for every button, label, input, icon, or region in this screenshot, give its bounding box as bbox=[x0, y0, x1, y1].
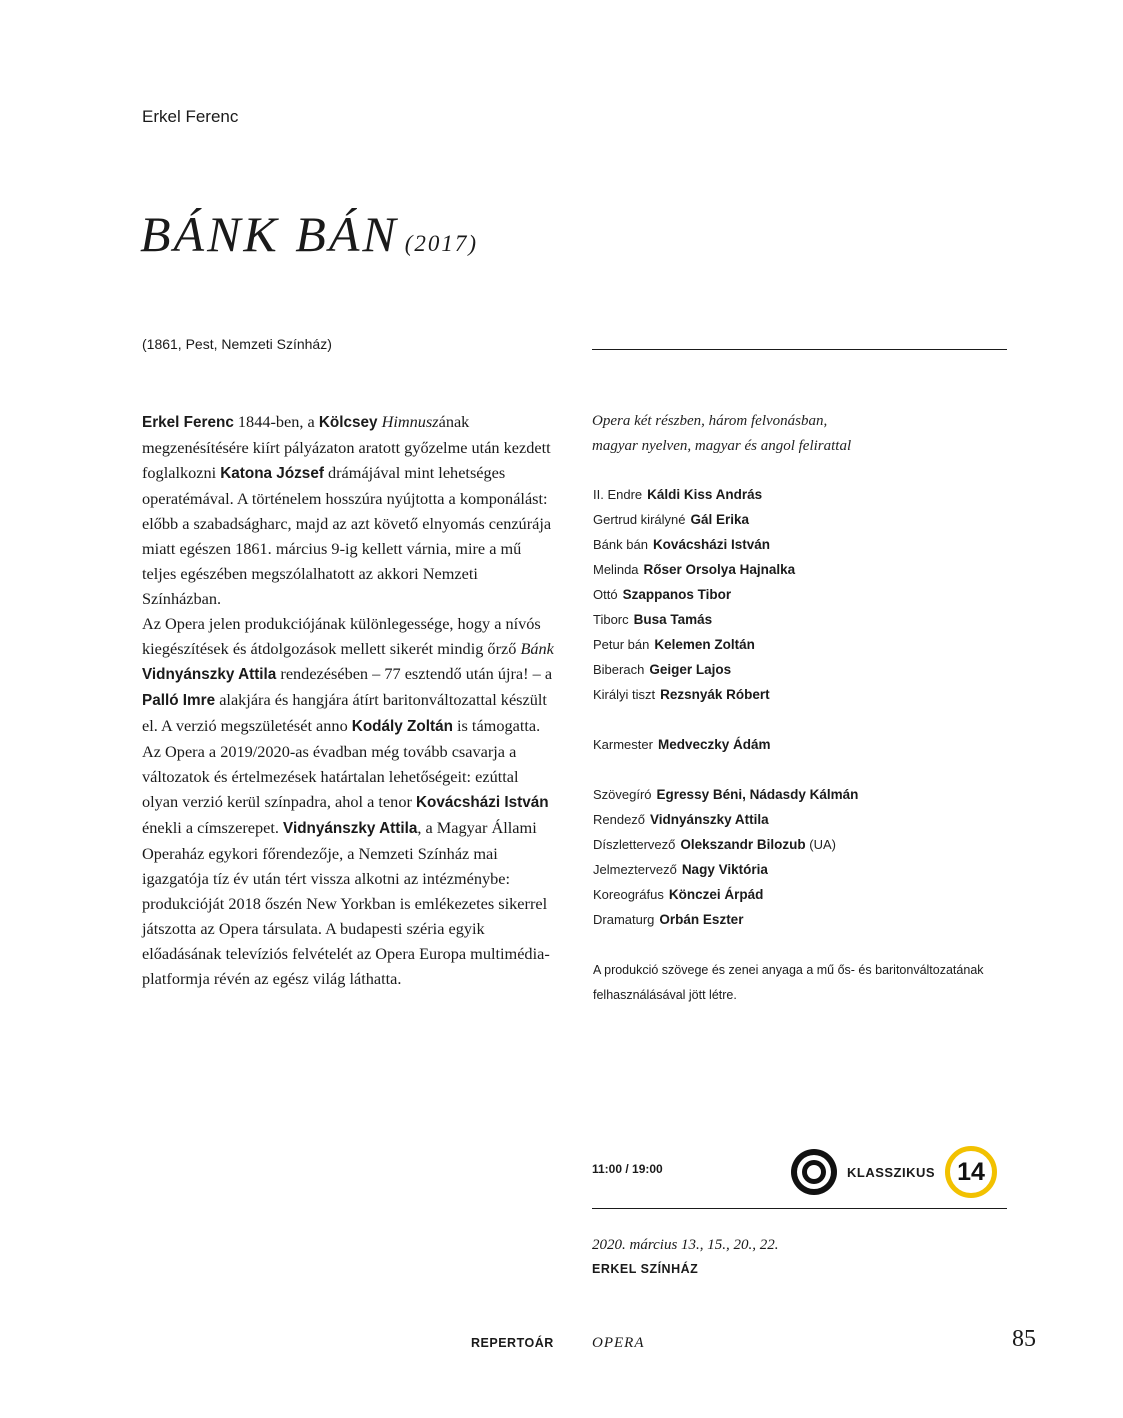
cast-row bbox=[593, 632, 795, 657]
team-row bbox=[593, 907, 858, 932]
cast-row bbox=[593, 507, 795, 532]
italic-title: Bánk bbox=[520, 639, 554, 658]
channel-logo bbox=[791, 1146, 997, 1198]
bold-name: Erkel Ferenc bbox=[142, 414, 234, 431]
creator-name: Egressy Béni, Nádasdy Kálmán bbox=[656, 787, 859, 802]
team-row bbox=[593, 782, 858, 807]
performer-name: Busa Tamás bbox=[633, 612, 713, 627]
role-label: Dramaturg bbox=[593, 912, 655, 927]
title-year: (2017) bbox=[404, 231, 479, 256]
bold-name: Kodály Zoltán bbox=[351, 718, 453, 735]
performer-name: Kovácsházi István bbox=[652, 537, 770, 552]
role-label: Rendező bbox=[593, 812, 646, 827]
role-label: Királyi tiszt bbox=[593, 687, 656, 702]
bold-name: Kölcsey bbox=[318, 414, 378, 431]
note-line-2: felhasználásával jött létre. bbox=[593, 988, 737, 1002]
divider-top bbox=[592, 349, 1007, 350]
cast-row bbox=[593, 532, 795, 557]
production-subtitle bbox=[592, 409, 851, 459]
creator-name: Orbán Eszter bbox=[659, 912, 744, 927]
creator-name: Könczei Árpád bbox=[668, 887, 764, 902]
page-number: 85 bbox=[1012, 1326, 1036, 1352]
footer-genre: OPERA bbox=[592, 1335, 645, 1351]
text-run: , a Magyar Állami Operaház egykori főrendezője, a Nemzeti Színház mai igazgatója tíz év után tért vissza alkotni az intézménybe: produkcióját 2018 őszén New Yorkban is emlékezetes sikerrel játszotta az Opera társulata. A budapesti széria egyik előadásának televíziós felvételét az Opera Europa multimédia-platformja révén az egész világ láthatta. bbox=[142, 818, 550, 988]
composer-name: Erkel Ferenc bbox=[142, 107, 239, 126]
role-label: Bánk bán bbox=[593, 537, 648, 552]
footer-section: REPERTOÁR bbox=[471, 1336, 554, 1350]
conductor-row bbox=[593, 732, 771, 757]
country-suffix: (UA) bbox=[805, 837, 836, 852]
role-label: Jelmeztervező bbox=[593, 862, 677, 877]
role-label: Gertrud királyné bbox=[593, 512, 686, 527]
bold-name: Katona József bbox=[220, 465, 324, 482]
broadcast-times: 11:00 / 19:00 bbox=[592, 1162, 663, 1176]
text-run: alakjára és hangjára átírt baritonváltozattal készült el. A verzió megszületését anno bbox=[142, 690, 547, 735]
role-label: Koreográfus bbox=[593, 887, 664, 902]
performer-name: Káldi Kiss András bbox=[647, 487, 763, 502]
text-run: drámájával mint lehetséges operatémával. A történelem hosszúra nyújtotta a komponálást: előbb a szabadságharc, majd az azt követő elnyomás cenzúrája miatt egészen 1861. március 9-ig kellett várnia, mire a mű teljes egészében megszólalhatott az akkori Nemzeti Színházban. bbox=[142, 463, 552, 608]
cast-row bbox=[593, 482, 795, 507]
age-rating-badge: 14 bbox=[945, 1146, 997, 1198]
subtitle-line-2: magyar nyelven, magyar és angol felirattal bbox=[592, 438, 852, 454]
paragraph-3 bbox=[142, 739, 554, 991]
cast-row bbox=[593, 582, 795, 607]
performer-name: Kelemen Zoltán bbox=[654, 637, 755, 652]
bold-name: Palló Imre bbox=[142, 692, 216, 709]
performer-name: Rezsnyák Róbert bbox=[660, 687, 770, 702]
role-label: Biberach bbox=[593, 662, 645, 677]
team-row bbox=[593, 807, 858, 832]
bold-name: Vidnyánszky Attila bbox=[142, 666, 277, 683]
role-label: Petur bán bbox=[593, 637, 650, 652]
performer-name: Rőser Orsolya Hajnalka bbox=[643, 562, 796, 577]
role-label: Díszlettervező bbox=[593, 837, 676, 852]
bold-name: Kovácsházi István bbox=[415, 794, 549, 811]
text-run: 1844-ben, a bbox=[233, 412, 319, 431]
premiere-info: (1861, Pest, Nemzeti Színház) bbox=[142, 336, 332, 352]
cast-row bbox=[593, 682, 795, 707]
cast-row bbox=[593, 607, 795, 632]
role-label: Szövegíró bbox=[593, 787, 652, 802]
role-label: Ottó bbox=[593, 587, 618, 602]
venue-name: ERKEL SZÍNHÁZ bbox=[592, 1262, 699, 1276]
title-text: BÁNK BÁN bbox=[140, 206, 399, 262]
team-row bbox=[593, 882, 858, 907]
text-run: Az Opera jelen produkciójának különlegessége, hogy a nívós kiegészítések és átdolgozások mellett sikerét mindig őrző bbox=[142, 614, 541, 658]
creator-name: Olekszandr Bilozub bbox=[680, 837, 806, 852]
conductor-credit bbox=[593, 732, 771, 757]
text-run: rendezésében – 77 esztendő után újra! – a bbox=[276, 664, 553, 683]
role-label: Melinda bbox=[593, 562, 639, 577]
creator-name: Nagy Viktória bbox=[681, 862, 768, 877]
creative-team-list bbox=[593, 782, 858, 932]
paragraph-1 bbox=[142, 409, 554, 611]
divider-bottom bbox=[592, 1208, 1007, 1209]
subtitle-line-1: Opera két részben, három felvonásban, bbox=[592, 413, 828, 429]
note-line-1: A produkció szövege és zenei anyaga a mű ős- és baritonváltozatának bbox=[593, 963, 984, 977]
text-run: is támogatta. bbox=[452, 716, 541, 735]
cast-row bbox=[593, 557, 795, 582]
cast-list bbox=[593, 482, 795, 707]
performer-name: Szappanos Tibor bbox=[622, 587, 732, 602]
creator-name: Vidnyánszky Attila bbox=[650, 812, 769, 827]
cast-row bbox=[593, 657, 795, 682]
production-note bbox=[593, 958, 1013, 1008]
role-label: Tiborc bbox=[593, 612, 629, 627]
channel-name: KLASSZIKUS bbox=[847, 1164, 936, 1180]
paragraph-2 bbox=[142, 611, 554, 739]
italic-title: Himnusz bbox=[381, 412, 439, 431]
performer-name: Geiger Lajos bbox=[649, 662, 732, 677]
text-run: Az Opera a 2019/2020-as évadban még tovább csavarja a változatok és értelmezések határtalan lehetőségeit: ezúttal olyan verzió kerül színpadra, ahol a tenor bbox=[142, 742, 519, 811]
role-label: II. Endre bbox=[593, 487, 643, 502]
page-title bbox=[140, 205, 478, 263]
text-run: ának megzenésítésére kiírt pályázaton aratott győzelme után kezdett foglalkozni bbox=[142, 412, 551, 482]
target-icon bbox=[791, 1149, 837, 1195]
team-row bbox=[593, 832, 858, 857]
performer-name: Gál Erika bbox=[690, 512, 750, 527]
description-text bbox=[142, 409, 554, 991]
team-row bbox=[593, 857, 858, 882]
performance-dates: 2020. március 13., 15., 20., 22. bbox=[592, 1237, 779, 1253]
conductor-name: Medveczky Ádám bbox=[657, 737, 771, 752]
text-run: énekli a címszerepet. bbox=[142, 818, 284, 837]
role-label: Karmester bbox=[593, 737, 653, 752]
bold-name: Vidnyánszky Attila bbox=[283, 820, 418, 837]
